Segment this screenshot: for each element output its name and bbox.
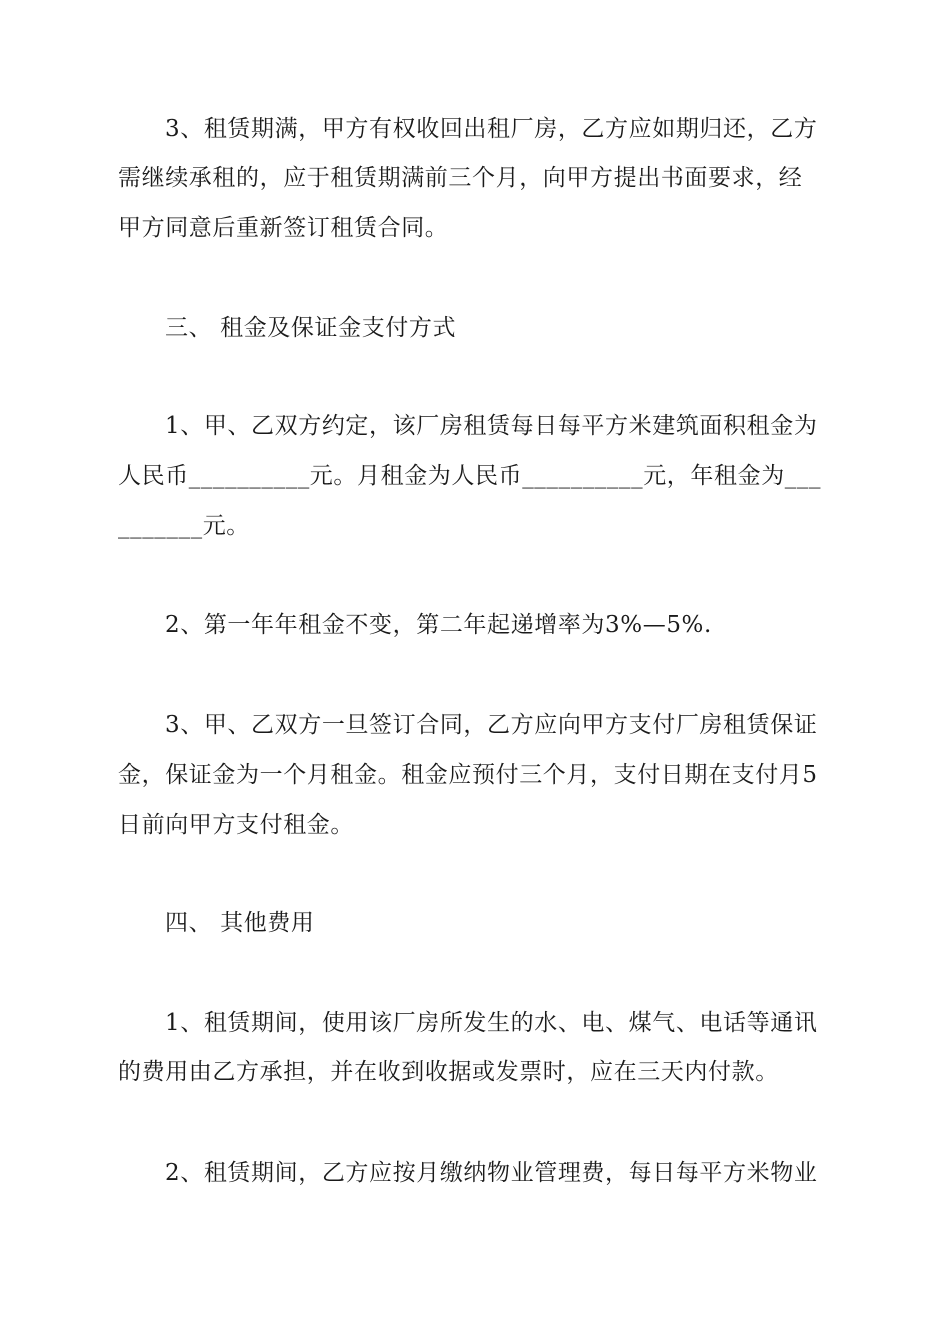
rent-clause-2: 2、第一年年租金不变，第二年起递增率为3%—5%.	[165, 612, 712, 638]
rent-clause-3-line-2: 金，保证金为一个月租金。租金应预付三个月，支付日期在支付月5	[118, 762, 818, 788]
fee-clause-2-line-1: 2、租赁期间，乙方应按月缴纳物业管理费，每日每平方米物业	[165, 1160, 818, 1186]
clause-3-line-3: 甲方同意后重新签订租赁合同。	[118, 215, 449, 241]
fee-clause-1-line-1: 1、租赁期间，使用该厂房所发生的水、电、煤气、电话等通讯	[165, 1010, 818, 1036]
rent-clause-1-line-3: _______元。	[118, 513, 250, 539]
rent-clause-3-line-1: 3、甲、乙双方一旦签订合同，乙方应向甲方支付厂房租赁保证	[165, 712, 818, 738]
clause-3-line-1: 3、租赁期满，甲方有权收回出租厂房，乙方应如期归还，乙方	[165, 116, 818, 142]
section-4-heading: 四、 其他费用	[165, 910, 315, 936]
section-3-heading: 三、 租金及保证金支付方式	[165, 315, 457, 341]
clause-3-line-2: 需继续承租的，应于租赁期满前三个月，向甲方提出书面要求，经	[118, 165, 803, 191]
rent-clause-1-line-1: 1、甲、乙双方约定，该厂房租赁每日每平方米建筑面积租金为	[165, 413, 818, 439]
rent-clause-1-line-2: 人民币__________元。月租金为人民币__________元，年租金为___	[118, 463, 822, 489]
fee-clause-1-line-2: 的费用由乙方承担，并在收到收据或发票时，应在三天内付款。	[118, 1059, 779, 1085]
rent-clause-3-line-3: 日前向甲方支付租金。	[118, 812, 354, 838]
